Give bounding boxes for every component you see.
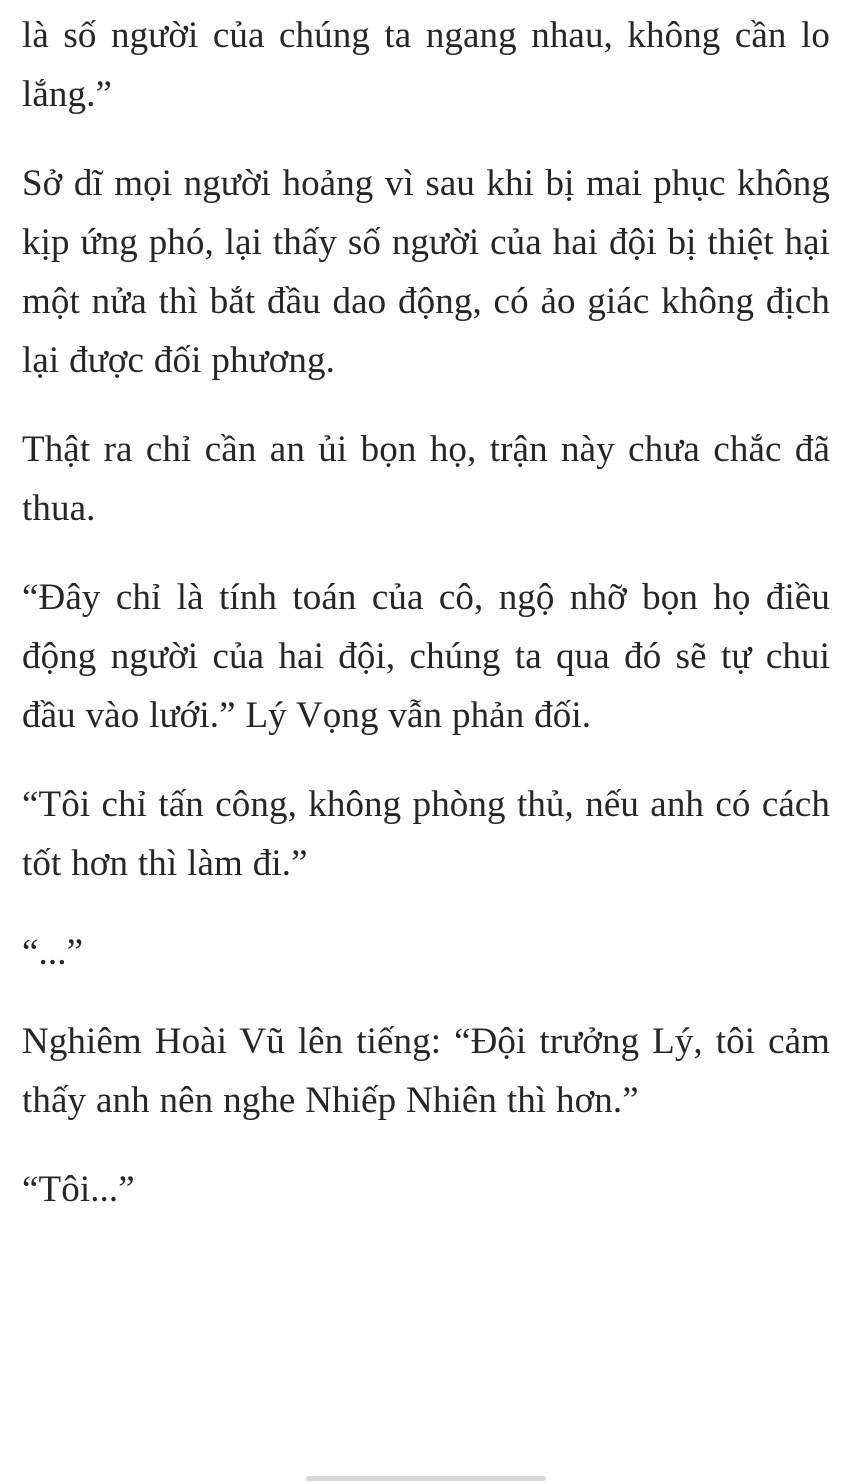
paragraph: “Tôi...” (22, 1169, 135, 1210)
paragraph: Sở dĩ mọi người hoảng vì sau khi bị mai phục không kịp ứng phó, lại thấy số người của hai đội bị thiệt hại một nửa thì bắt đầu dao động, có ảo giác không địch lại được đối phương. (22, 163, 830, 381)
paragraph: “Đây chỉ là tính toán của cô, ngộ nhỡ bọn họ điều động người của hai đội, chúng ta qua đó sẽ tự chui đầu vào lưới.” Lý Vọng vẫn phản đối. (22, 577, 830, 736)
paragraph: Thật ra chỉ cần an ủi bọn họ, trận này chưa chắc đã thua. (22, 429, 830, 529)
paragraph: Nghiêm Hoài Vũ lên tiếng: “Đội trưởng Lý, tôi cảm thấy anh nên nghe Nhiếp Nhiên thì hơn.” (22, 1021, 830, 1121)
paragraph: “...” (22, 932, 84, 973)
paragraph: “Tôi chỉ tấn công, không phòng thủ, nếu anh có cách tốt hơn thì làm đi.” (22, 784, 830, 884)
home-indicator[interactable] (306, 1476, 546, 1481)
paragraph: là số người của chúng ta ngang nhau, không cần lo lắng.” (22, 15, 830, 115)
bottom-bar (0, 1470, 852, 1484)
